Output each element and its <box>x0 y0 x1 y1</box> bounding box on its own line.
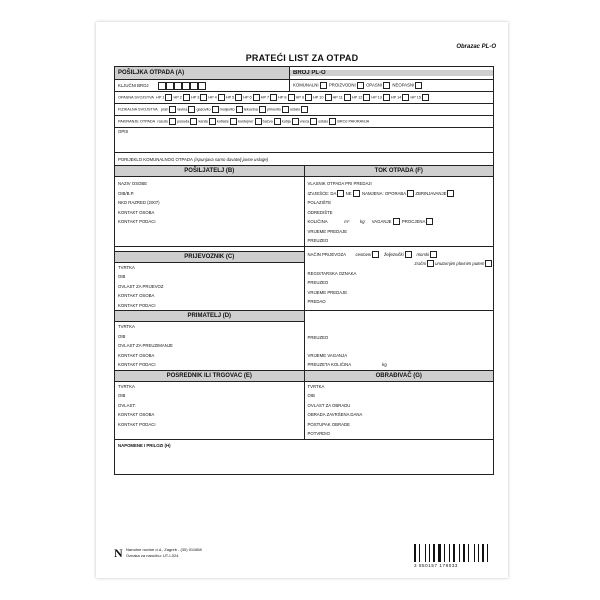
preuzeta-kolicina[interactable]: PREUZETA KOLIČINA kg <box>307 362 387 367</box>
option-label: ostalo <box>289 107 301 112</box>
barcode-bar <box>431 544 432 562</box>
postupak-obrade[interactable]: POSTUPAK OBRADE <box>307 421 350 427</box>
option-checkbox[interactable] <box>235 94 242 101</box>
option-label: lavina <box>177 107 188 112</box>
page-title: PRATEĆI LIST ZA OTPAD <box>245 53 359 63</box>
option-label: HP 15 <box>410 95 421 100</box>
odrediste[interactable]: ODREDIŠTE <box>307 209 333 215</box>
vrijeme-vaganja[interactable]: VRIJEME VAGANJA <box>307 352 348 358</box>
section-a-header-row <box>115 67 493 80</box>
barcode-bar <box>444 544 445 562</box>
oib-g[interactable]: OIB <box>307 393 315 398</box>
option-checkbox[interactable] <box>363 94 370 101</box>
option-label: plinovito <box>266 107 281 112</box>
vrijeme-predaje-c[interactable]: VRIJEME PREDAJE <box>307 289 348 295</box>
option-checkbox[interactable] <box>230 118 237 125</box>
barcode-bar <box>436 544 437 562</box>
vlasnik-otpada[interactable]: VLASNIK OTPADA PRI PREDAJI <box>307 181 372 186</box>
form-sheet <box>96 22 508 578</box>
carrier-block <box>115 247 493 312</box>
option-label: bačva <box>262 119 273 124</box>
option-checkbox[interactable] <box>301 106 308 113</box>
kontakt-osoba-b[interactable]: KONTAKT OSOBA <box>118 209 155 215</box>
barcode-bar <box>476 544 478 562</box>
option-label: muljevito <box>219 107 235 112</box>
option-label: HP 5 <box>225 95 235 100</box>
section-e <box>115 371 305 439</box>
transport-extra[interactable]: zračni unutarnjim plovnim putem <box>305 259 494 269</box>
publisher-logo: N <box>114 546 123 560</box>
tvrtka-c[interactable]: TVRTKA <box>118 264 135 270</box>
ovlast-obrada[interactable]: OVLAST ZA OBRADU <box>307 402 351 408</box>
kontakt-podaci-e[interactable]: KONTAKT PODACI <box>118 421 156 427</box>
barcode-bar <box>449 544 450 562</box>
ovlast-e[interactable]: OVLAST: <box>118 402 136 408</box>
section-d <box>115 311 305 370</box>
barcode-bar <box>478 544 479 562</box>
ovlast-prijevoz[interactable]: OVLAST ZA PRIJEVOZ <box>118 283 164 289</box>
polaziste[interactable]: POLAZIŠTE <box>307 200 332 205</box>
option-label: gasovito <box>196 107 211 112</box>
section-c-header: PRIJEVOZNIK (C) <box>115 251 304 263</box>
nkd-razred[interactable]: NKD RAZRED (2007) <box>118 200 160 205</box>
option-checkbox[interactable] <box>402 94 409 101</box>
option-checkbox[interactable] <box>329 118 336 125</box>
option-checkbox[interactable] <box>292 118 299 125</box>
option-label: HP 7 <box>260 95 270 100</box>
potvrdio[interactable]: POTVRDIO <box>307 431 330 436</box>
barcode-bar <box>425 544 426 562</box>
option-label: HP 11 <box>332 95 343 100</box>
receiver-details <box>305 311 494 370</box>
option-label: HP 10 <box>313 95 324 100</box>
option-label: posuda <box>176 119 190 124</box>
barcode-bar <box>442 544 443 562</box>
barcode-bar <box>459 544 460 562</box>
ovlast-preuzimanje[interactable]: OVLAST ZA PREUZIMANJE <box>118 343 173 348</box>
option-checkbox[interactable] <box>383 94 390 101</box>
opasna-svojstva-row[interactable] <box>115 92 493 104</box>
barcode-bar <box>417 544 418 562</box>
kolicina-row[interactable]: KOLIČINA m³ kg VAGANJE PROCJENA <box>305 217 494 227</box>
option-label: HP 2 <box>173 95 182 100</box>
oib-bp[interactable]: OIB/B.P. <box>118 190 135 196</box>
option-label: ostalo <box>318 119 329 124</box>
section-f <box>305 166 494 246</box>
form-code: Obrazac PL-O <box>456 44 496 50</box>
barcode-bar <box>414 544 416 562</box>
obrada-zavrsena[interactable]: OBRADA ZAVRŠENA DANA <box>307 412 363 417</box>
section-c <box>115 247 305 311</box>
vrijeme-predaje-f[interactable]: VRIJEME PREDAJE <box>307 228 348 234</box>
barcode-bar <box>470 544 473 562</box>
barcode-bar <box>429 544 430 562</box>
izvjesce-row[interactable]: IZVJEŠĆE: DA NE NAMJENA: OPORABA ZBRINJAVANJE <box>305 189 494 199</box>
option-checkbox[interactable] <box>305 94 312 101</box>
option-label: HP 13 <box>371 95 382 100</box>
barcode-bar <box>463 544 465 562</box>
option-checkbox[interactable] <box>183 94 190 101</box>
section-h[interactable] <box>115 440 493 474</box>
preuzeo-c[interactable]: PREUZEO <box>307 280 329 285</box>
predao[interactable]: PREDAO <box>307 299 326 304</box>
kontakt-podaci-c[interactable]: KONTAKT PODACI <box>118 302 156 308</box>
option-label: HP 12 <box>351 95 363 100</box>
option-label: HP 9 <box>295 95 304 100</box>
option-label: HP 1 <box>156 95 165 100</box>
barcode-bar <box>438 544 441 562</box>
barcode-bar <box>480 544 481 562</box>
section-d-header: PRIMATELJ (D) <box>115 311 304 322</box>
receiver-block <box>115 311 493 371</box>
barcode-bar <box>433 544 435 562</box>
kontakt-osoba-d[interactable]: KONTAKT OSOBA <box>118 352 155 358</box>
barcode-bar <box>419 544 420 562</box>
barcode <box>414 544 492 562</box>
barcode-bar <box>474 544 475 562</box>
barcode-bar <box>421 544 424 562</box>
section-f-header: TOK OTPADA (F) <box>305 166 494 177</box>
pakiranje-row[interactable] <box>115 116 493 128</box>
oib-e[interactable]: OIB <box>118 393 126 398</box>
section-b <box>115 166 305 246</box>
kljucni-row <box>115 80 493 92</box>
barcode-bar <box>468 544 469 562</box>
option-label: HP 3 <box>190 95 200 100</box>
option-checkbox[interactable] <box>169 106 176 113</box>
barcode-bar <box>461 544 462 562</box>
option-label: kotlače <box>216 119 229 124</box>
sender-flow-block <box>115 166 493 247</box>
oib-d[interactable]: OIB <box>118 333 126 339</box>
registarska-oznaka[interactable]: REGISTARSKA OZNAKA <box>307 270 357 276</box>
physical-properties: FIZIKALNA SVOJSTVA prah lavina gasovito muljevito tekućina plinovito ostalo <box>115 106 493 113</box>
option-checkbox[interactable] <box>236 106 243 113</box>
section-b-header: POŠILJATELJ (B) <box>115 166 304 177</box>
option-label: kontejner <box>237 119 254 124</box>
option-checkbox[interactable] <box>259 106 266 113</box>
option-checkbox[interactable] <box>255 118 262 125</box>
kontakt-podaci-d[interactable]: KONTAKT PODACI <box>118 362 156 367</box>
barcode-bar <box>485 544 486 562</box>
section-a-header: POŠILJKA OTPADA (A) <box>115 67 290 79</box>
option-label: rasuto <box>157 119 168 124</box>
tvrtka-g[interactable]: TVRTKA <box>307 383 325 389</box>
option-checkbox[interactable] <box>274 118 281 125</box>
barcode-bar <box>482 544 484 562</box>
preuzeo-f[interactable]: PREUZEO <box>307 238 329 243</box>
barcode-bar <box>427 544 429 562</box>
barcode-bar <box>451 544 452 562</box>
option-checkbox[interactable] <box>270 94 277 101</box>
option-checkbox[interactable] <box>310 118 317 125</box>
broker-processor-block <box>115 371 493 440</box>
barcode-bar <box>489 544 491 562</box>
barcode-bar <box>453 544 456 562</box>
option-checkbox[interactable] <box>212 106 219 113</box>
option-checkbox[interactable] <box>190 118 197 125</box>
option-checkbox[interactable] <box>282 106 289 113</box>
transport-details <box>305 247 494 311</box>
option-label: HP 14 <box>390 95 402 100</box>
kontakt-osoba-c[interactable]: KONTAKT OSOBA <box>118 293 155 298</box>
option-label: kanta <box>198 119 208 124</box>
nacin-prijevoza[interactable]: NAČIN PRIJEVOZA cestovni željeznički morski <box>305 250 494 260</box>
section-g-header: OBRAĐIVAČ (G) <box>305 371 494 382</box>
naziv-osobe[interactable]: NAZIV OSOBE <box>118 181 148 186</box>
option-checkbox[interactable] <box>165 94 172 101</box>
barcode-bar <box>446 544 448 562</box>
broj-plo-header: BROJ PL-O <box>290 70 493 76</box>
fizikalna-row[interactable] <box>115 104 493 116</box>
option-checkbox[interactable] <box>288 94 295 101</box>
tvrtka-e[interactable]: TVRTKA <box>118 383 135 389</box>
hazard-properties: OPASNA SVOJSTVA HP 1 HP 2 HP 3 HP 4 HP 5 HP 6 HP 7 HP 8 HP 9 HP 10 HP 11 HP 12 HP 13 HP 14 HP 15 <box>115 94 493 101</box>
option-checkbox[interactable] <box>325 94 332 101</box>
option-label: HP 8 <box>278 95 287 100</box>
section-e-header: POSREDNIK ILI TRGOVAC (E) <box>115 371 304 382</box>
section-g <box>305 371 494 439</box>
waste-form <box>114 66 494 475</box>
option-label: HP 6 <box>243 95 252 100</box>
barcode-bar <box>466 544 467 562</box>
barcode-bar <box>487 544 488 562</box>
kontakt-osoba-e[interactable]: KONTAKT OSOBA <box>118 412 155 417</box>
oib-c[interactable]: OIB <box>118 274 126 279</box>
section-h-header: NAPOMENE I PRILOZI (H) <box>118 442 171 448</box>
opis-row[interactable] <box>115 128 493 153</box>
broj-pakiranja-label: BROJ PAKIRANJA <box>337 119 370 124</box>
option-label: vreća <box>299 119 310 124</box>
packaging: PAKIRANJE OTPADA rasuto posuda kanta kotlače kontejner bačva kutija vreća ostalo BROJ PAKIRANJA <box>118 119 370 124</box>
opis-label: OPIS <box>118 129 129 134</box>
option-checkbox[interactable] <box>209 118 216 125</box>
waste-type-checkboxes[interactable]: KOMUNALNI PROIZVODNI OPASNI NEOPASNI <box>290 82 493 89</box>
kontakt-podaci-b[interactable]: KONTAKT PODACI <box>118 219 156 224</box>
option-label: kutija <box>281 119 291 124</box>
publisher-info: Narodne novine d.d., Zagreb - (30) 011658 Oznaka za naručbu: UT-I-024 <box>126 547 202 558</box>
option-checkbox[interactable] <box>253 94 260 101</box>
tvrtka-d[interactable]: TVRTKA <box>118 324 135 329</box>
barcode-number: 3 850157 178033 <box>414 563 459 568</box>
option-label: prah <box>160 107 169 112</box>
porijeklo-row[interactable] <box>115 153 493 166</box>
porijeklo-label: PORIJEKLO KOMUNALNOG OTPADA (ispunjava samo davatelj javne usluge) <box>118 156 269 162</box>
option-label: HP 4 <box>208 95 217 100</box>
option-checkbox[interactable] <box>422 94 429 101</box>
barcode-bar <box>456 544 458 562</box>
kljucni-broj-field[interactable]: KLJUČNI BROJ <box>115 80 290 91</box>
option-checkbox[interactable] <box>218 94 225 101</box>
option-checkbox[interactable] <box>188 106 195 113</box>
option-label: tekućina <box>243 107 258 112</box>
option-checkbox[interactable] <box>200 94 207 101</box>
preuzeo-d[interactable]: PREUZEO <box>307 335 329 340</box>
option-checkbox[interactable] <box>344 94 351 101</box>
option-checkbox[interactable] <box>169 118 176 125</box>
